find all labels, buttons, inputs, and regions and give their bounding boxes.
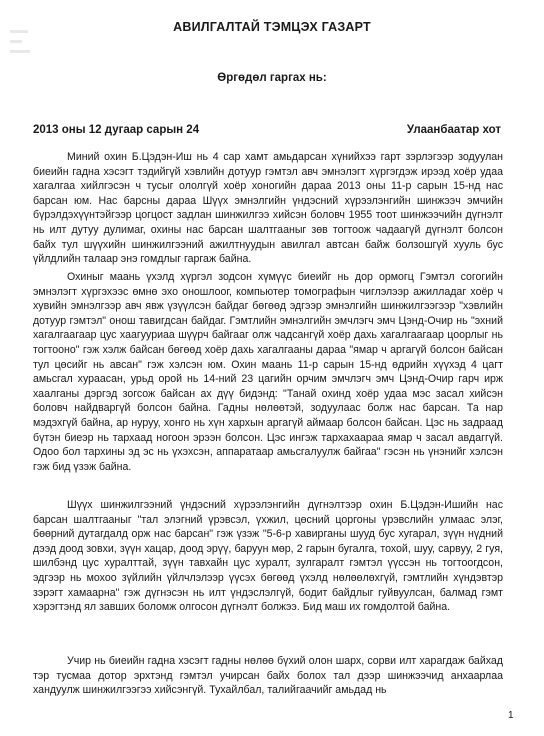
page-number: 1 bbox=[508, 710, 514, 721]
paragraph-3: Шүүх шинжилгээний үндэсний хүрээлэнгийн дүгнэлтээр охин Б.Цэдэн-Ишийн нас барсан шалтгааныг "тал элэгний үрэвсэл, үхжил, цөсний цоргоны үрэвслийн улмаас элэг, бөөрний дутагдалд орж нас барсан" гэж үзэж "5-6-р хавирганы шууд бус хугарал, зүүн нүдний дээд доод зовхи, зүүн хацар, доод эрүү, баруун мөр, 2 гарын бугалга, тохой, шуу, сарвуу, 2 гуя, шилбэнд цус хуралттай, зүүн тавхайн цус хуралт, зулгаралт гэмтэл үүссэн нь тогтоогдсон, эдгээр нь мохоо зүйлийн үйлчлэлээр үүсэх бөгөөд үхэлд нөлөөлөхгүй, гэмтлийн хүндэвтэр зэрэгт хамаарна" гэж дүгнэсэн нь илт үндэслэлгүй, бодит байдлыг гуйвуулсан, балмад гэмт хэрэгтэнд ял завших боломж олгосон дүгнэлт болжээ. Бид маш их гомдолтой байна. bbox=[33, 499, 503, 614]
paragraph-4: Учир нь биеийн гадна хэсэгт гадны нөлөө бүхий олон шарх, сорви илт харагдаж байхад тэр тусмаа дотор эрхтэнд гэмтэл учирсан байх болох тал дээр шинжээчид анхаарлаа хандуулж шинжилгээгээ хийсэнгүй. Тухайлбал, талийгаачийг амьдад нь bbox=[33, 655, 503, 697]
document-subtitle: Өргөдөл гаргах нь: bbox=[217, 72, 327, 84]
document-date: 2013 оны 12 дугаар сарын 24 bbox=[33, 124, 200, 136]
document-place: Улаанбаатар хот bbox=[406, 124, 501, 136]
paragraph-1: Миний охин Б.Цэдэн-Иш нь 4 сар хамт амьдарсан хүнийхээ гарт зэрлэгээр зодуулан биеийн гадна хэсэгт тэдийгүй хэвлийн дотуур гэмтэл авч эмнэлэгт хүргэгдэж ирээд хоёр удаа хагалгаа хийлгэсэн ч тусыг ололгүй хоёр хоногийн дараа 2013 оны 11-р сарын 15-нд нас барсан юм. Нас барсны дараа Шүүх эмнэлгийн үндэсний хүрээлэнгийн шинжээч эмчийн бүрэлдэхүүнтэйгээр цогцост задлан шинжилгээ хийсэн боловч 1955 тоот шинжээчийн дүгнэлт нь илт дутуу дулимаг, охины нас барсан шалтгааныг зөв тогтоож чадаагүй дүгнэлт болсон байх тул шүүхийн шинжилгээний ажилтнуудын авилгал автсан байж болзошгүй хууль бус үйлдлийн талаар энэ гомдлыг гаргаж байна. bbox=[33, 151, 503, 266]
paragraph-2: Охиныг маань үхэлд хүргэл зодсон хүмүүс биеийг нь дор ормогц Гэмтэл согогийн эмнэлэгт хүргэхээс өмнө эхо оношлоог, компьютер томографын чиглэлээр ажилладаг хоёр ч хувийн эмнэлгээр авч явж үзүүлсэн байдаг бөгөөд эдгээр эмнэлгийн шинжилгээгээр "хэвлийн дотуур гэмтэл" онош тавигдсан байдаг. Гэмтлийн эмнэлгийн эмчлэгч эмч Цэнд-Очир нь "эхний хагалгаагаар цус хаагууриаа шүүрч байгааг олж чадсангүй хоёр дахь хагалгаагаар цоорлыг нь тогтооно" гэж хэлж байсан бөгөөд хоёр дахь хагалгааны дараа "ямар ч аргагүй болсон байсан тул цөсийг нь авсан" гэж хэлсэн юм. Охин маань 11-р сарын 15-нд өдрийн хүүхэд 4 цагт амьсгал хураасан, урьд орой нь 14-ний 23 цагийн орчим эмчлэгч эмч Цэнд-Очир гарч ирж хаалганы дэргэд зогсож байсан ах дүү бидэнд: "Танай охинд хоёр удаа мэс засал хийсэн боловч найдваргүй болсон байна. Гадны нөлөөтэй, зодуулаас болж нас барсан. Та нар мэдэхгүй байна, ар нуруу, хонго нь хүн хархын аргагүй аймаар болсон байсан. Цэс нь задраад бүтэн биеэр нь тархаад ногоон эрээн болсон. Цэс ингэж тархахаараа ямар ч засал авдаггүй. Одоо бол тархины эд эс нь үхэхсэн, аппаратаар амьсгалуулж байгаа" гэсэн нь үнэнийг хэлсэн гэж бид үзэж байна. bbox=[33, 271, 503, 473]
document-title: АВИЛГАЛТАЙ ТЭМЦЭХ ГАЗАРТ bbox=[173, 20, 371, 34]
